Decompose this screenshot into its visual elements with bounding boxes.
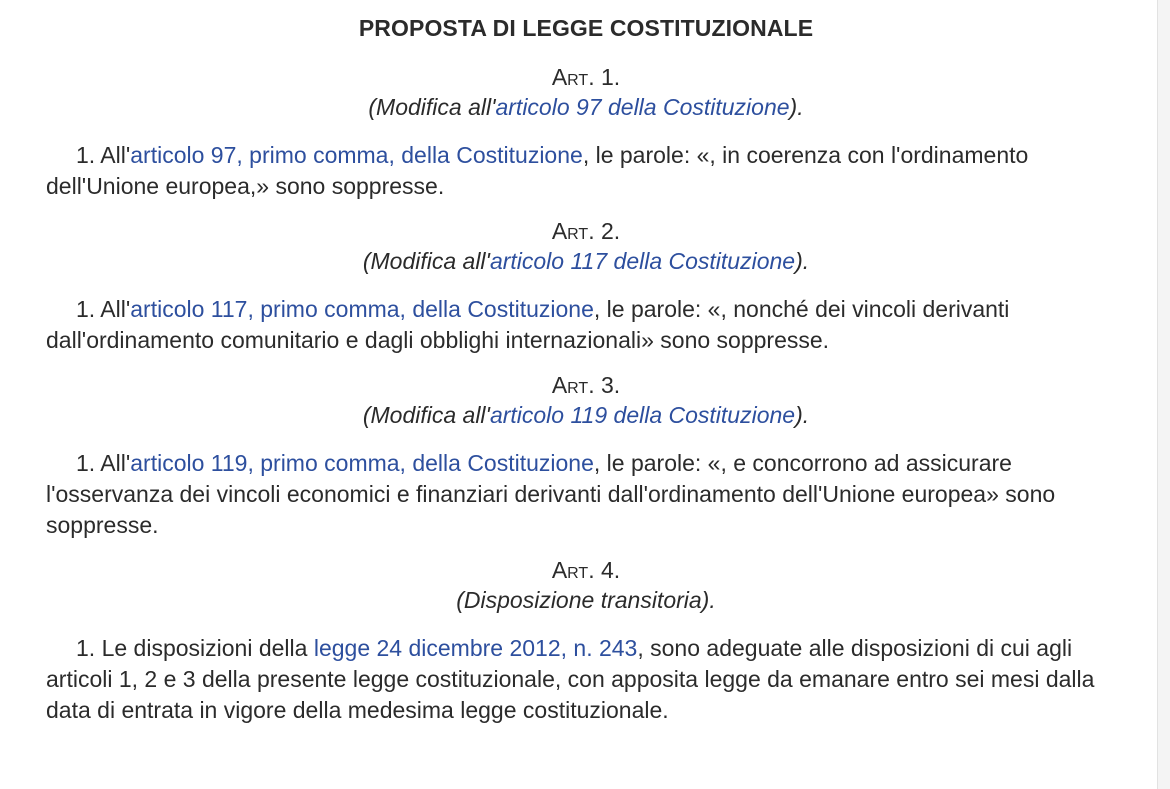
article-119-link[interactable]: articolo 119 della Costituzione — [489, 402, 796, 428]
article-4 — [46, 555, 1126, 726]
article-4-subtitle: (Disposizione transitoria). — [456, 587, 716, 613]
article-119-comma-link[interactable]: articolo 119, primo comma, della Costituzione — [130, 450, 594, 476]
article-3-paragraph — [46, 448, 1126, 541]
article-4-number — [46, 555, 1126, 585]
article-2-subtitle — [46, 246, 1126, 277]
article-3-number — [46, 370, 1126, 400]
article-1 — [46, 62, 1126, 202]
paragraph-text: , sono adeguate alle disposizioni di cui agli articoli 1, 2 e 3 della presente legge costituzionale, con apposita legge da emanare entro sei mesi dalla data di entrata in vigore della medesima legge costituzionale. — [46, 635, 1095, 723]
article-1-subtitle — [46, 92, 1126, 123]
article-1-paragraph — [46, 140, 1126, 202]
article-2-paragraph — [46, 294, 1126, 356]
article-label: Art. 2. — [551, 218, 621, 244]
subtitle-prefix: (Modifica all' — [362, 248, 490, 274]
subtitle-suffix: ). — [795, 402, 810, 428]
article-117-comma-link[interactable]: articolo 117, primo comma, della Costituzione — [130, 296, 594, 322]
paragraph-prefix: 1. Le disposizioni della — [76, 635, 314, 661]
article-label: Art. 1. — [551, 64, 621, 90]
paragraph-prefix: 1. All' — [76, 142, 131, 168]
article-4-paragraph — [46, 633, 1126, 726]
paragraph-text: , le parole: «, in coerenza con l'ordinamento dell'Unione europea,» sono soppresse. — [46, 142, 1029, 199]
article-97-link[interactable]: articolo 97 della Costituzione — [495, 94, 790, 120]
article-97-comma-link[interactable]: articolo 97, primo comma, della Costituzione — [130, 142, 583, 168]
article-label: Art. 4. — [551, 557, 621, 583]
article-1-number — [46, 62, 1126, 92]
document-page — [46, 0, 1126, 789]
paragraph-text: , le parole: «, e concorrono ad assicurare l'osservanza dei vincoli economici e finanziari derivanti dall'ordinamento dell'Unione europea» sono soppresse. — [46, 450, 1056, 538]
article-2 — [46, 216, 1126, 356]
vertical-scrollbar[interactable] — [1157, 0, 1170, 789]
paragraph-prefix: 1. All' — [76, 296, 131, 322]
article-label: Art. 3. — [551, 372, 621, 398]
article-117-link[interactable]: articolo 117 della Costituzione — [489, 248, 796, 274]
article-3 — [46, 370, 1126, 541]
article-2-number — [46, 216, 1126, 246]
page-title: PROPOSTA DI LEGGE COSTITUZIONALE — [358, 15, 814, 41]
subtitle-prefix: (Modifica all' — [368, 94, 496, 120]
legge-243-link[interactable]: legge 24 dicembre 2012, n. 243 — [313, 635, 638, 661]
paragraph-prefix: 1. All' — [76, 450, 131, 476]
subtitle-suffix: ). — [795, 248, 810, 274]
paragraph-text: , le parole: «, nonché dei vincoli derivanti dall'ordinamento comunitario e dagli obblighi internazionali» sono soppresse. — [46, 296, 1010, 353]
subtitle-suffix: ). — [789, 94, 804, 120]
subtitle-prefix: (Modifica all' — [362, 402, 490, 428]
article-3-subtitle — [46, 400, 1126, 431]
